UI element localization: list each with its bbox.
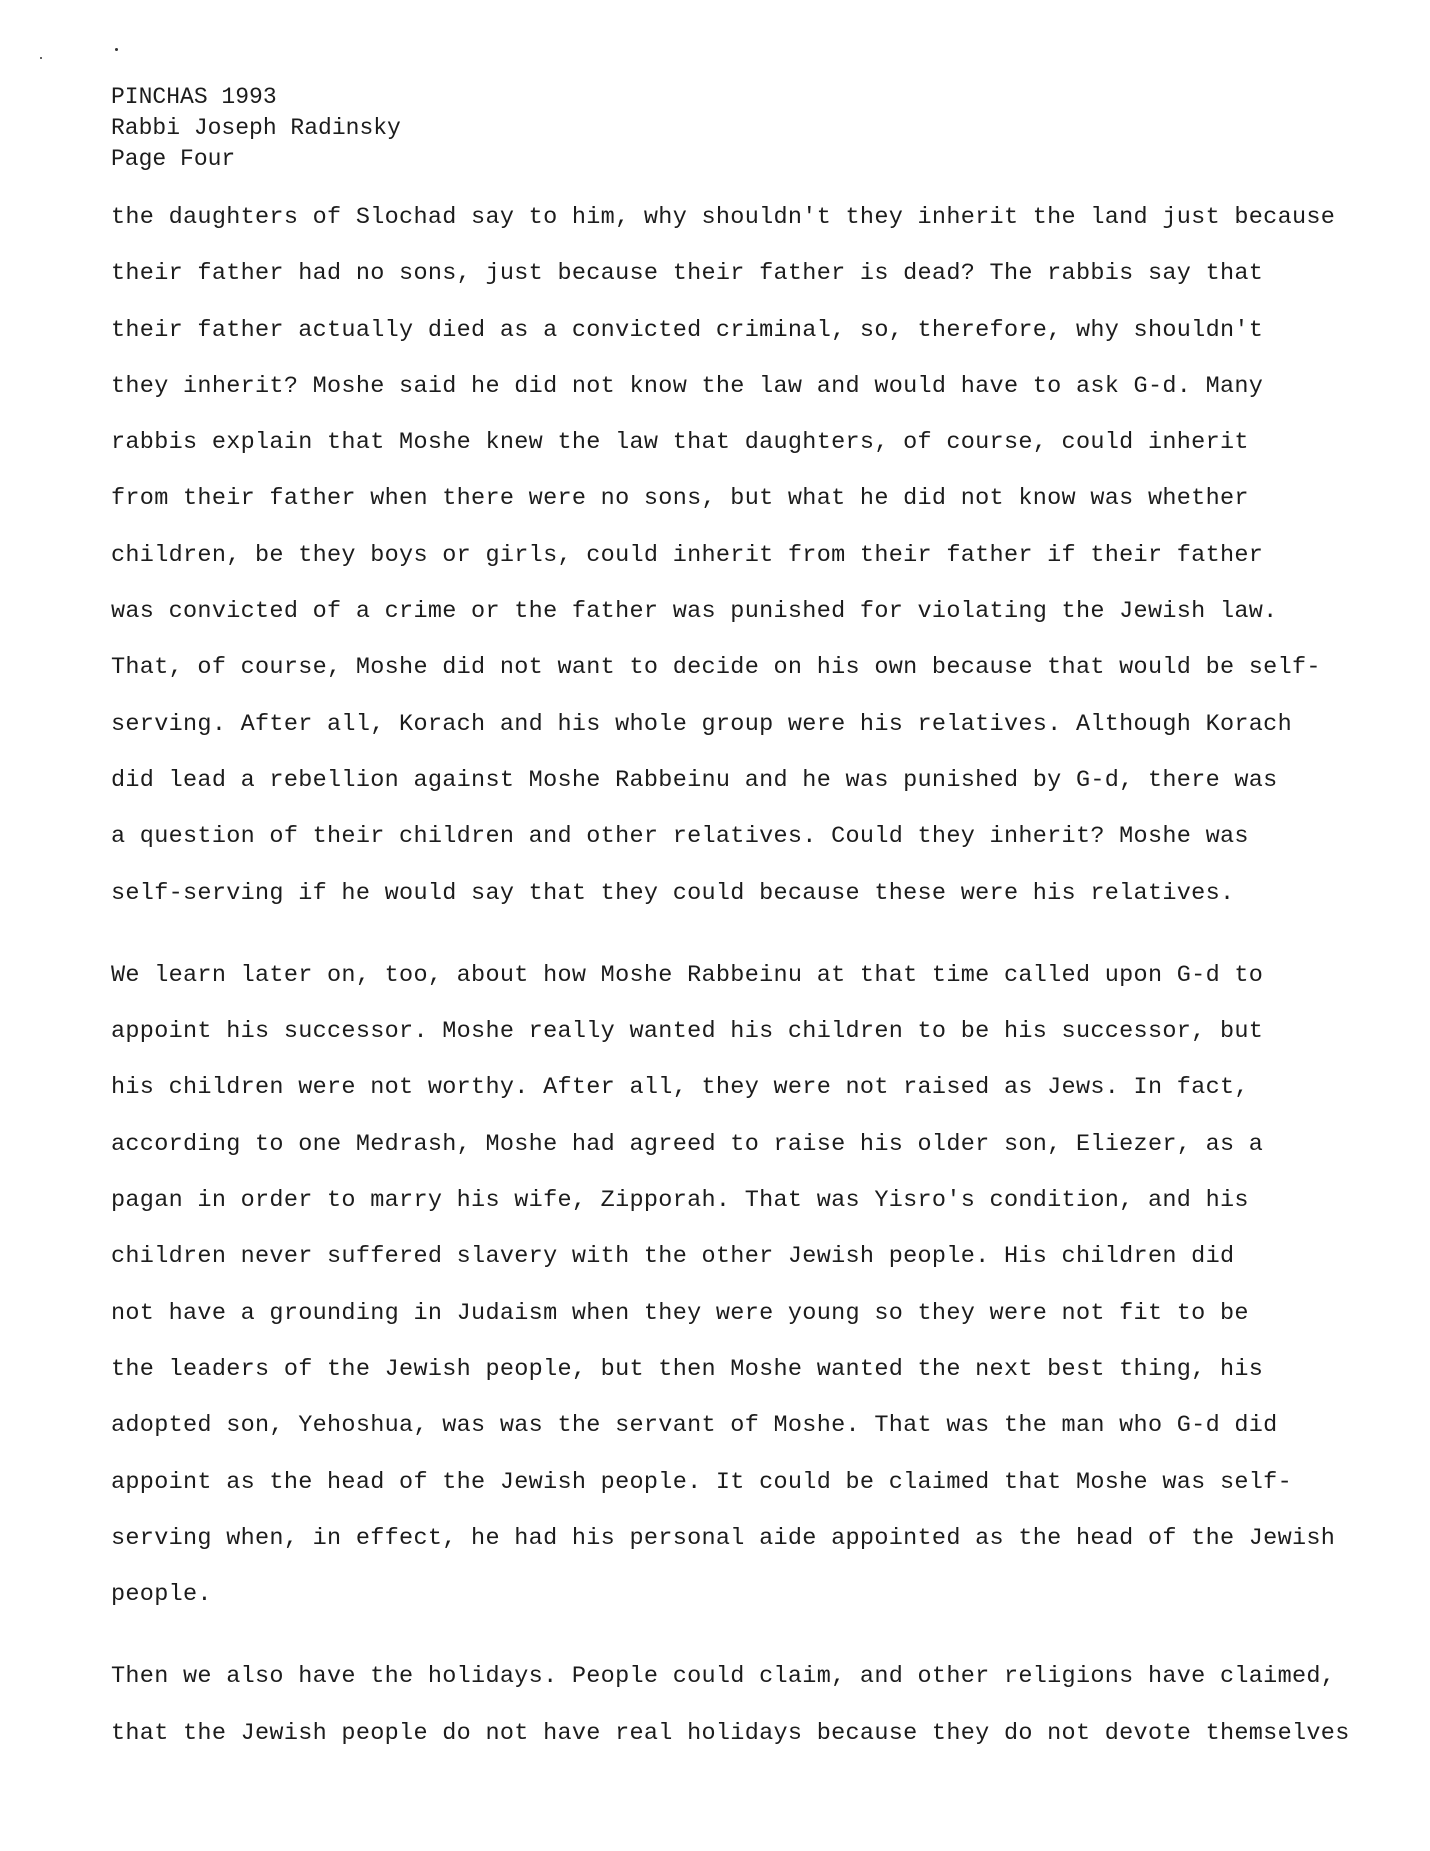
text-line: according to one Medrash, Moshe had agreed to raise his older son, Eliezer, as a [111, 1130, 1264, 1158]
text-line: did lead a rebellion against Moshe Rabbeinu and he was punished by G-d, there was [111, 766, 1278, 794]
text-line: rabbis explain that Moshe knew the law that daughters, of course, could inherit [111, 429, 1249, 457]
text-line: appoint as the head of the Jewish people. It could be claimed that Moshe was self- [111, 1468, 1292, 1496]
text-line: Then we also have the holidays. People could claim, and other religions have claimed, [111, 1663, 1336, 1691]
header-title: PINCHAS 1993 [111, 84, 277, 110]
text-line: adopted son, Yehoshua, was was the servant of Moshe. That was the man who G-d did [111, 1412, 1278, 1440]
text-line: self-serving if he would say that they could because these were his relatives. [111, 879, 1235, 907]
text-line: appoint his successor. Moshe really wanted his children to be his successor, but [111, 1018, 1264, 1046]
header-author: Rabbi Joseph Radinsky [111, 115, 401, 141]
text-line: serving when, in effect, he had his personal aide appointed as the head of the Jewish [111, 1524, 1336, 1552]
text-line: pagan in order to marry his wife, Zipporah. That was Yisro's condition, and his [111, 1187, 1249, 1215]
text-line: their father actually died as a convicted criminal, so, therefore, why shouldn't [111, 316, 1264, 344]
document-header [111, 82, 401, 175]
document-body [111, 190, 1361, 1762]
text-line: serving. After all, Korach and his whole group were his relatives. Although Korach [111, 710, 1292, 738]
text-line: a question of their children and other relatives. Could they inherit? Moshe was [111, 823, 1249, 851]
text-line: people. [111, 1581, 212, 1609]
text-line: his children were not worthy. After all, they were not raised as Jews. In fact, [111, 1074, 1249, 1102]
text-line: the leaders of the Jewish people, but then Moshe wanted the next best thing, his [111, 1355, 1264, 1383]
text-line: the daughters of Slochad say to him, why shouldn't they inherit the land just because [111, 204, 1336, 231]
scan-speck [40, 57, 42, 59]
text-line: their father had no sons, just because their father is dead? The rabbis say that [111, 260, 1264, 288]
paragraph [111, 1649, 1361, 1762]
paragraph [111, 948, 1361, 1624]
text-line: children, be they boys or girls, could inherit from their father if their father [111, 541, 1264, 569]
text-line: not have a grounding in Judaism when they were young so they were not fit to be [111, 1299, 1249, 1327]
header-page-label: Page Four [111, 146, 236, 172]
paragraph [111, 190, 1361, 922]
text-line: That, of course, Moshe did not want to decide on his own because that would be self- [111, 654, 1321, 682]
scan-speck [115, 48, 118, 51]
text-line: they inherit? Moshe said he did not know the law and would have to ask G-d. Many [111, 372, 1264, 400]
text-line: children never suffered slavery with the other Jewish people. His children did [111, 1243, 1235, 1271]
text-line: from their father when there were no sons, but what he did not know was whether [111, 485, 1249, 513]
text-line: that the Jewish people do not have real holidays because they do not devote themselves [111, 1719, 1350, 1747]
text-line: We learn later on, too, about how Moshe Rabbeinu at that time called upon G-d to [111, 961, 1264, 989]
text-line: was convicted of a crime or the father was punished for violating the Jewish law. [111, 598, 1278, 626]
